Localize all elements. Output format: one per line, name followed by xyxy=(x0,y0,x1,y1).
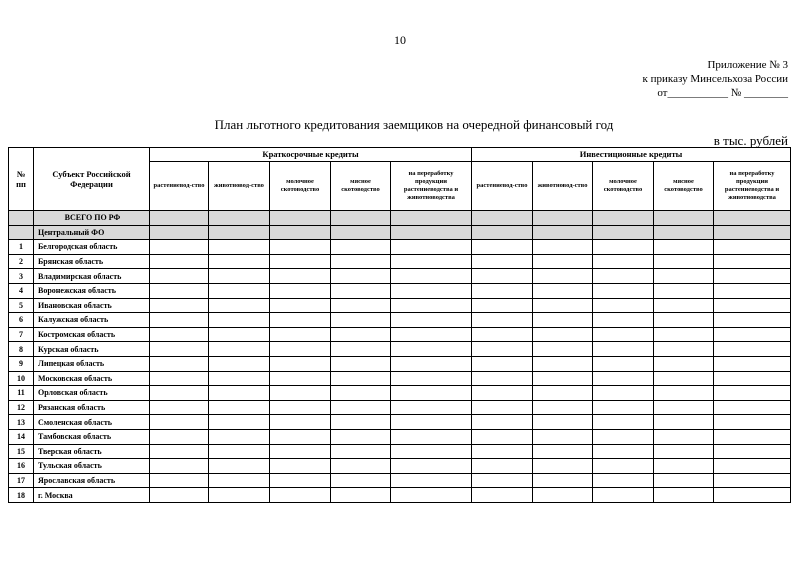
units-label: в тыс. рублей xyxy=(713,133,788,148)
value-cell[interactable] xyxy=(150,429,209,444)
region-name-cell: Смоленская область xyxy=(34,415,150,430)
value-cell[interactable] xyxy=(391,400,472,415)
region-name-cell: Орловская область xyxy=(34,386,150,401)
value-cell[interactable] xyxy=(270,371,331,386)
value-cell[interactable] xyxy=(150,327,209,342)
value-cell[interactable] xyxy=(150,342,209,357)
value-cell[interactable] xyxy=(391,459,472,474)
value-cell[interactable] xyxy=(331,211,391,226)
value-cell[interactable] xyxy=(331,356,391,371)
value-cell[interactable] xyxy=(331,283,391,298)
row-number-cell: 8 xyxy=(9,342,34,357)
value-cell[interactable] xyxy=(150,488,209,503)
value-cell[interactable] xyxy=(593,415,654,430)
value-cell[interactable] xyxy=(331,415,391,430)
row-number-cell: 11 xyxy=(9,386,34,401)
region-name-cell: Брянская область xyxy=(34,254,150,269)
subcol-livestock-header: животновод-ство xyxy=(209,162,270,211)
value-cell[interactable] xyxy=(331,298,391,313)
value-cell[interactable] xyxy=(150,356,209,371)
table-row xyxy=(9,386,791,401)
subcol-livestock-header: животновод-ство xyxy=(533,162,593,211)
value-cell[interactable] xyxy=(209,429,270,444)
table-row xyxy=(9,283,791,298)
value-cell[interactable] xyxy=(150,459,209,474)
value-cell[interactable] xyxy=(331,429,391,444)
value-cell[interactable] xyxy=(150,240,209,255)
value-cell[interactable] xyxy=(593,240,654,255)
table-row xyxy=(9,327,791,342)
value-cell[interactable] xyxy=(209,488,270,503)
value-cell[interactable] xyxy=(150,386,209,401)
row-number-cell: 6 xyxy=(9,313,34,328)
value-cell[interactable] xyxy=(331,342,391,357)
row-number-cell: 14 xyxy=(9,429,34,444)
region-name-cell: Липецкая область xyxy=(34,356,150,371)
value-cell[interactable] xyxy=(714,211,791,226)
row-number-cell: 13 xyxy=(9,415,34,430)
value-cell[interactable] xyxy=(654,415,714,430)
value-cell[interactable] xyxy=(714,444,791,459)
value-cell[interactable] xyxy=(472,356,533,371)
value-cell[interactable] xyxy=(209,473,270,488)
value-cell[interactable] xyxy=(150,473,209,488)
value-cell[interactable] xyxy=(209,283,270,298)
value-cell[interactable] xyxy=(150,400,209,415)
value-cell[interactable] xyxy=(472,327,533,342)
value-cell[interactable] xyxy=(331,371,391,386)
value-cell[interactable] xyxy=(714,342,791,357)
value-cell[interactable] xyxy=(472,444,533,459)
value-cell[interactable] xyxy=(654,488,714,503)
row-number-cell: 17 xyxy=(9,473,34,488)
value-cell[interactable] xyxy=(593,269,654,284)
value-cell[interactable] xyxy=(472,459,533,474)
table-row xyxy=(9,298,791,313)
value-cell[interactable] xyxy=(654,211,714,226)
value-cell[interactable] xyxy=(714,459,791,474)
value-cell[interactable] xyxy=(714,356,791,371)
value-cell[interactable] xyxy=(331,386,391,401)
value-cell[interactable] xyxy=(472,386,533,401)
subcol-beef-header: мясное скотоводство xyxy=(331,162,391,211)
value-cell[interactable] xyxy=(654,386,714,401)
value-cell[interactable] xyxy=(209,211,270,226)
value-cell[interactable] xyxy=(331,327,391,342)
table-body xyxy=(9,211,791,503)
value-cell[interactable] xyxy=(714,298,791,313)
row-number-cell: 3 xyxy=(9,269,34,284)
region-name-cell: Костромская область xyxy=(34,327,150,342)
value-cell[interactable] xyxy=(714,371,791,386)
value-cell[interactable] xyxy=(533,356,593,371)
value-cell[interactable] xyxy=(391,356,472,371)
value-cell[interactable] xyxy=(270,211,331,226)
value-cell[interactable] xyxy=(714,327,791,342)
region-name-cell: Ивановская область xyxy=(34,298,150,313)
value-cell[interactable] xyxy=(391,211,472,226)
value-cell[interactable] xyxy=(714,269,791,284)
value-cell[interactable] xyxy=(472,225,533,240)
value-cell[interactable] xyxy=(270,444,331,459)
value-cell[interactable] xyxy=(472,313,533,328)
value-cell[interactable] xyxy=(533,371,593,386)
value-cell[interactable] xyxy=(391,283,472,298)
region-name-cell: г. Москва xyxy=(34,488,150,503)
value-cell[interactable] xyxy=(533,327,593,342)
value-cell[interactable] xyxy=(654,327,714,342)
value-cell[interactable] xyxy=(270,298,331,313)
value-cell[interactable] xyxy=(593,473,654,488)
value-cell[interactable] xyxy=(150,298,209,313)
value-cell[interactable] xyxy=(150,444,209,459)
region-name-cell: Московская область xyxy=(34,371,150,386)
row-number-cell: 16 xyxy=(9,459,34,474)
region-name-cell: Тульская область xyxy=(34,459,150,474)
value-cell[interactable] xyxy=(654,240,714,255)
value-cell[interactable] xyxy=(714,283,791,298)
subcol-crop-header: растениевод-ство xyxy=(150,162,209,211)
value-cell[interactable] xyxy=(654,473,714,488)
value-cell[interactable] xyxy=(270,240,331,255)
investment-credits-header: Инвестиционные кредиты xyxy=(472,148,791,162)
value-cell[interactable] xyxy=(150,313,209,328)
value-cell[interactable] xyxy=(209,400,270,415)
value-cell[interactable] xyxy=(209,313,270,328)
value-cell[interactable] xyxy=(391,254,472,269)
value-cell[interactable] xyxy=(472,298,533,313)
value-cell[interactable] xyxy=(331,269,391,284)
total-row xyxy=(9,211,791,226)
table-row xyxy=(9,254,791,269)
table-row xyxy=(9,269,791,284)
value-cell[interactable] xyxy=(593,327,654,342)
value-cell[interactable] xyxy=(270,473,331,488)
row-number-cell: 5 xyxy=(9,298,34,313)
value-cell[interactable] xyxy=(209,298,270,313)
value-cell[interactable] xyxy=(714,240,791,255)
value-cell[interactable] xyxy=(593,313,654,328)
value-cell[interactable] xyxy=(472,371,533,386)
value-cell[interactable] xyxy=(472,211,533,226)
value-cell[interactable] xyxy=(533,459,593,474)
appendix-order-line: к приказу Минсельхоза России xyxy=(642,73,788,85)
subcol-dairy-header: молочное скотоводство xyxy=(593,162,654,211)
value-cell[interactable] xyxy=(533,386,593,401)
value-cell[interactable] xyxy=(593,459,654,474)
table-row xyxy=(9,473,791,488)
value-cell[interactable] xyxy=(472,488,533,503)
value-cell[interactable] xyxy=(391,327,472,342)
district-row xyxy=(9,225,791,240)
value-cell[interactable] xyxy=(593,356,654,371)
table-row xyxy=(9,356,791,371)
table-row xyxy=(9,444,791,459)
subcol-processing-header: на переработку продукции растениеводства и животноводства xyxy=(391,162,472,211)
value-cell[interactable] xyxy=(714,254,791,269)
value-cell[interactable] xyxy=(533,254,593,269)
value-cell[interactable] xyxy=(714,400,791,415)
value-cell[interactable] xyxy=(593,211,654,226)
value-cell[interactable] xyxy=(270,327,331,342)
value-cell[interactable] xyxy=(654,371,714,386)
value-cell[interactable] xyxy=(331,313,391,328)
credit-plan-table xyxy=(8,147,791,503)
value-cell[interactable] xyxy=(654,225,714,240)
value-cell[interactable] xyxy=(209,342,270,357)
appendix-date-number-line: от___________ № ________ xyxy=(657,87,788,99)
value-cell[interactable] xyxy=(391,386,472,401)
value-cell[interactable] xyxy=(270,400,331,415)
table-row xyxy=(9,240,791,255)
value-cell[interactable] xyxy=(472,342,533,357)
value-cell[interactable] xyxy=(593,488,654,503)
value-cell[interactable] xyxy=(654,283,714,298)
value-cell[interactable] xyxy=(270,225,331,240)
value-cell[interactable] xyxy=(472,254,533,269)
value-cell[interactable] xyxy=(270,342,331,357)
value-cell[interactable] xyxy=(209,444,270,459)
value-cell[interactable] xyxy=(533,269,593,284)
value-cell[interactable] xyxy=(593,429,654,444)
value-cell[interactable] xyxy=(714,415,791,430)
value-cell[interactable] xyxy=(593,386,654,401)
value-cell[interactable] xyxy=(533,225,593,240)
value-cell[interactable] xyxy=(472,429,533,444)
value-cell[interactable] xyxy=(533,298,593,313)
value-cell[interactable] xyxy=(472,269,533,284)
appendix-line: Приложение № 3 xyxy=(707,59,788,71)
total-label-cell: ВСЕГО ПО РФ xyxy=(34,211,150,226)
value-cell[interactable] xyxy=(270,459,331,474)
subcol-beef-header: мясное скотоводство xyxy=(654,162,714,211)
value-cell[interactable] xyxy=(654,269,714,284)
value-cell[interactable] xyxy=(209,327,270,342)
value-cell[interactable] xyxy=(533,473,593,488)
value-cell[interactable] xyxy=(654,429,714,444)
short-term-credits-header: Краткосрочные кредиты xyxy=(150,148,472,162)
value-cell[interactable] xyxy=(270,313,331,328)
value-cell[interactable] xyxy=(209,371,270,386)
value-cell[interactable] xyxy=(391,298,472,313)
row-number-cell xyxy=(9,225,34,240)
value-cell[interactable] xyxy=(654,298,714,313)
value-cell[interactable] xyxy=(150,415,209,430)
value-cell[interactable] xyxy=(533,342,593,357)
value-cell[interactable] xyxy=(533,429,593,444)
value-cell[interactable] xyxy=(391,269,472,284)
row-number-cell: 4 xyxy=(9,283,34,298)
value-cell[interactable] xyxy=(714,313,791,328)
value-cell[interactable] xyxy=(714,488,791,503)
value-cell[interactable] xyxy=(391,429,472,444)
value-cell[interactable] xyxy=(391,444,472,459)
value-cell[interactable] xyxy=(331,400,391,415)
value-cell[interactable] xyxy=(391,313,472,328)
value-cell[interactable] xyxy=(150,254,209,269)
row-number-cell: 10 xyxy=(9,371,34,386)
value-cell[interactable] xyxy=(331,488,391,503)
value-cell[interactable] xyxy=(472,240,533,255)
value-cell[interactable] xyxy=(270,429,331,444)
page-number: 10 xyxy=(394,33,406,47)
value-cell[interactable] xyxy=(533,415,593,430)
value-cell[interactable] xyxy=(150,225,209,240)
column-subject-header: Субъект Российской Федерации xyxy=(34,148,150,211)
value-cell[interactable] xyxy=(150,283,209,298)
value-cell[interactable] xyxy=(533,488,593,503)
value-cell[interactable] xyxy=(331,225,391,240)
region-name-cell: Курская область xyxy=(34,342,150,357)
value-cell[interactable] xyxy=(714,473,791,488)
value-cell[interactable] xyxy=(331,459,391,474)
value-cell[interactable] xyxy=(593,400,654,415)
region-name-cell: Белгородская область xyxy=(34,240,150,255)
value-cell[interactable] xyxy=(270,488,331,503)
value-cell[interactable] xyxy=(209,386,270,401)
value-cell[interactable] xyxy=(654,342,714,357)
row-number-cell: 18 xyxy=(9,488,34,503)
value-cell[interactable] xyxy=(209,459,270,474)
row-number-cell xyxy=(9,211,34,226)
row-number-cell: 2 xyxy=(9,254,34,269)
value-cell[interactable] xyxy=(331,473,391,488)
value-cell[interactable] xyxy=(472,473,533,488)
table-row xyxy=(9,371,791,386)
value-cell[interactable] xyxy=(391,415,472,430)
value-cell[interactable] xyxy=(270,386,331,401)
value-cell[interactable] xyxy=(209,240,270,255)
value-cell[interactable] xyxy=(472,415,533,430)
value-cell[interactable] xyxy=(391,371,472,386)
region-name-cell: Тверская область xyxy=(34,444,150,459)
value-cell[interactable] xyxy=(533,211,593,226)
region-name-cell: Калужская область xyxy=(34,313,150,328)
value-cell[interactable] xyxy=(533,240,593,255)
value-cell[interactable] xyxy=(270,283,331,298)
row-number-cell: 9 xyxy=(9,356,34,371)
value-cell[interactable] xyxy=(654,400,714,415)
value-cell[interactable] xyxy=(593,371,654,386)
value-cell[interactable] xyxy=(209,269,270,284)
region-name-cell: Ярославская область xyxy=(34,473,150,488)
value-cell[interactable] xyxy=(593,298,654,313)
row-number-cell: 1 xyxy=(9,240,34,255)
value-cell[interactable] xyxy=(654,254,714,269)
value-cell[interactable] xyxy=(472,283,533,298)
value-cell[interactable] xyxy=(150,211,209,226)
value-cell[interactable] xyxy=(150,269,209,284)
value-cell[interactable] xyxy=(654,459,714,474)
value-cell[interactable] xyxy=(533,444,593,459)
value-cell[interactable] xyxy=(391,473,472,488)
value-cell[interactable] xyxy=(209,356,270,371)
value-cell[interactable] xyxy=(331,240,391,255)
value-cell[interactable] xyxy=(209,415,270,430)
value-cell[interactable] xyxy=(209,225,270,240)
table-row xyxy=(9,342,791,357)
value-cell[interactable] xyxy=(391,225,472,240)
subcol-processing-header: на переработку продукции растениеводства и животноводства xyxy=(714,162,791,211)
value-cell[interactable] xyxy=(270,415,331,430)
subcol-dairy-header: молочное скотоводство xyxy=(270,162,331,211)
row-number-cell: 12 xyxy=(9,400,34,415)
value-cell[interactable] xyxy=(270,356,331,371)
table-row xyxy=(9,400,791,415)
value-cell[interactable] xyxy=(150,371,209,386)
value-cell[interactable] xyxy=(654,356,714,371)
value-cell[interactable] xyxy=(714,225,791,240)
value-cell[interactable] xyxy=(593,342,654,357)
value-cell[interactable] xyxy=(714,386,791,401)
value-cell[interactable] xyxy=(593,254,654,269)
value-cell[interactable] xyxy=(391,342,472,357)
value-cell[interactable] xyxy=(209,254,270,269)
value-cell[interactable] xyxy=(654,444,714,459)
value-cell[interactable] xyxy=(270,269,331,284)
value-cell[interactable] xyxy=(270,254,331,269)
table-row xyxy=(9,488,791,503)
region-name-cell: Рязанская область xyxy=(34,400,150,415)
value-cell[interactable] xyxy=(593,225,654,240)
value-cell[interactable] xyxy=(331,444,391,459)
value-cell[interactable] xyxy=(654,313,714,328)
value-cell[interactable] xyxy=(593,444,654,459)
appendix-header xyxy=(643,58,788,100)
value-cell[interactable] xyxy=(391,240,472,255)
value-cell[interactable] xyxy=(472,400,533,415)
value-cell[interactable] xyxy=(391,488,472,503)
value-cell[interactable] xyxy=(533,313,593,328)
document-title: План льготного кредитования заемщиков на очередной финансовый год xyxy=(214,117,614,132)
table-row xyxy=(9,459,791,474)
subcol-crop-header: растениевод-ство xyxy=(472,162,533,211)
region-name-cell: Воронежская область xyxy=(34,283,150,298)
district-label-cell: Центральный ФО xyxy=(34,225,150,240)
value-cell[interactable] xyxy=(533,283,593,298)
value-cell[interactable] xyxy=(331,254,391,269)
table-row xyxy=(9,313,791,328)
row-number-cell: 15 xyxy=(9,444,34,459)
column-number-header: № пп xyxy=(9,148,34,211)
row-number-cell: 7 xyxy=(9,327,34,342)
table-row xyxy=(9,415,791,430)
value-cell[interactable] xyxy=(533,400,593,415)
region-name-cell: Владимирская область xyxy=(34,269,150,284)
value-cell[interactable] xyxy=(714,429,791,444)
value-cell[interactable] xyxy=(593,283,654,298)
region-name-cell: Тамбовская область xyxy=(34,429,150,444)
table-row xyxy=(9,429,791,444)
